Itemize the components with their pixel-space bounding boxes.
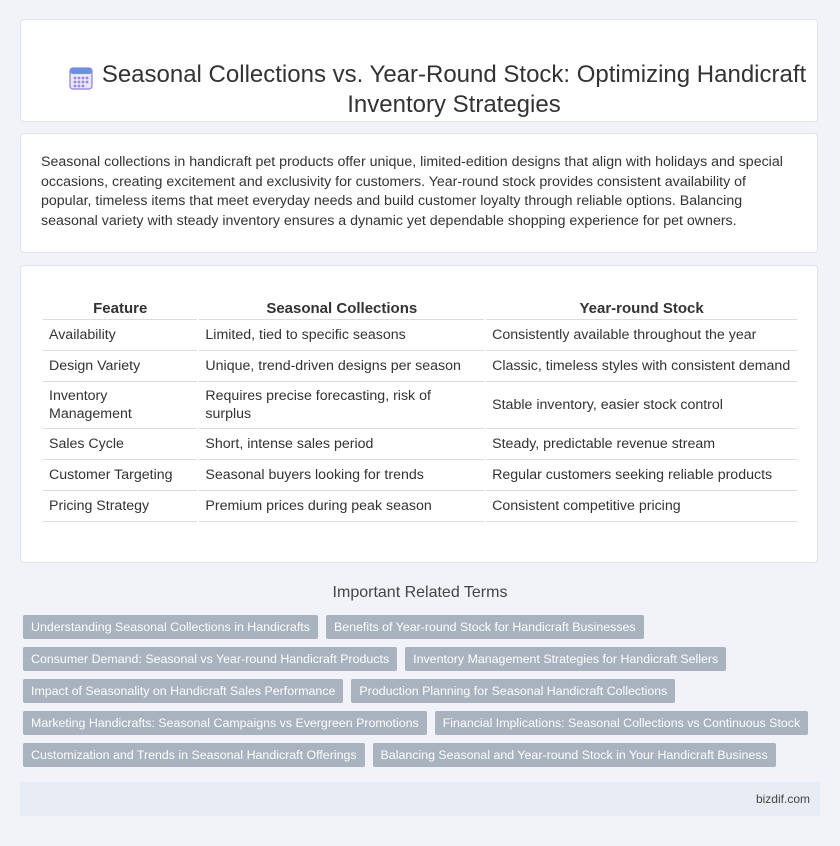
comparison-card bbox=[20, 265, 818, 563]
table-cell: Design Variety bbox=[43, 350, 197, 381]
column-header-feature: Feature bbox=[93, 299, 148, 317]
table-row bbox=[43, 428, 797, 459]
table-cell: Short, intense sales period bbox=[199, 428, 484, 459]
table-row bbox=[43, 459, 797, 490]
table-cell: Pricing Strategy bbox=[43, 490, 197, 522]
table-cell: Sales Cycle bbox=[43, 428, 197, 459]
table-cell: Consistently available throughout the year bbox=[486, 319, 797, 350]
table-row bbox=[43, 490, 797, 522]
page-title: Seasonal Collections vs. Year-Round Stock: Optimizing Handicraft Inventory Strategies bbox=[101, 61, 807, 118]
table-cell: Classic, timeless styles with consistent demand bbox=[486, 350, 797, 381]
related-term-link[interactable]: Inventory Management Strategies for Handicraft Sellers bbox=[405, 647, 726, 671]
table-cell: Limited, tied to specific seasons bbox=[199, 319, 484, 350]
related-term-link[interactable]: Impact of Seasonality on Handicraft Sales Performance bbox=[23, 679, 343, 703]
table-cell: Requires precise forecasting, risk of surplus bbox=[199, 381, 484, 428]
table-cell: Regular customers seeking reliable products bbox=[486, 459, 797, 490]
table-row bbox=[43, 319, 797, 350]
related-terms-list bbox=[23, 615, 823, 775]
table-cell: Stable inventory, easier stock control bbox=[486, 381, 797, 428]
header-card bbox=[20, 19, 818, 122]
table-row bbox=[43, 350, 797, 381]
related-term-link[interactable]: Consumer Demand: Seasonal vs Year-round Handicraft Products bbox=[23, 647, 397, 671]
table-cell: Unique, trend-driven designs per season bbox=[199, 350, 484, 381]
table-cell: Steady, predictable revenue stream bbox=[486, 428, 797, 459]
table-cell: Availability bbox=[43, 319, 197, 350]
related-term-link[interactable]: Understanding Seasonal Collections in Handicrafts bbox=[23, 615, 318, 639]
intro-text: Seasonal collections in handicraft pet products offer unique, limited-edition designs that align with holidays and special occasions, creating excitement and exclusivity for customers. Year-round stock provides consistent availability of popular, timeless items that meet everyday needs and build customer loyalty through reliable options. Balancing seasonal variety with steady inventory ensures a dynamic yet dependable shopping experience for pet owners. bbox=[41, 154, 783, 229]
column-header-seasonal: Seasonal Collections bbox=[266, 299, 418, 317]
related-term-link[interactable]: Balancing Seasonal and Year-round Stock in Your Handicraft Business bbox=[373, 743, 776, 767]
column-header-year-round: Year-round Stock bbox=[579, 299, 704, 317]
footer bbox=[20, 782, 820, 816]
related-term-link[interactable]: Financial Implications: Seasonal Collections vs Continuous Stock bbox=[435, 711, 808, 735]
comparison-table bbox=[41, 297, 799, 522]
table-header-row bbox=[43, 297, 797, 319]
related-term-link[interactable]: Marketing Handicrafts: Seasonal Campaigns vs Evergreen Promotions bbox=[23, 711, 427, 735]
related-term-link[interactable]: Benefits of Year-round Stock for Handicraft Businesses bbox=[326, 615, 644, 639]
table-row bbox=[43, 381, 797, 428]
table-cell: Consistent competitive pricing bbox=[486, 490, 797, 522]
related-terms-title: Important Related Terms bbox=[332, 584, 508, 601]
related-term-link[interactable]: Production Planning for Seasonal Handicraft Collections bbox=[351, 679, 675, 703]
table-cell: Seasonal buyers looking for trends bbox=[199, 459, 484, 490]
intro-card bbox=[20, 133, 818, 253]
footer-site-link[interactable]: bizdif.com bbox=[755, 792, 810, 806]
related-term-link[interactable]: Customization and Trends in Seasonal Handicraft Offerings bbox=[23, 743, 365, 767]
table-cell: Premium prices during peak season bbox=[199, 490, 484, 522]
table-cell: Inventory Management bbox=[43, 381, 197, 428]
table-cell: Customer Targeting bbox=[43, 459, 197, 490]
